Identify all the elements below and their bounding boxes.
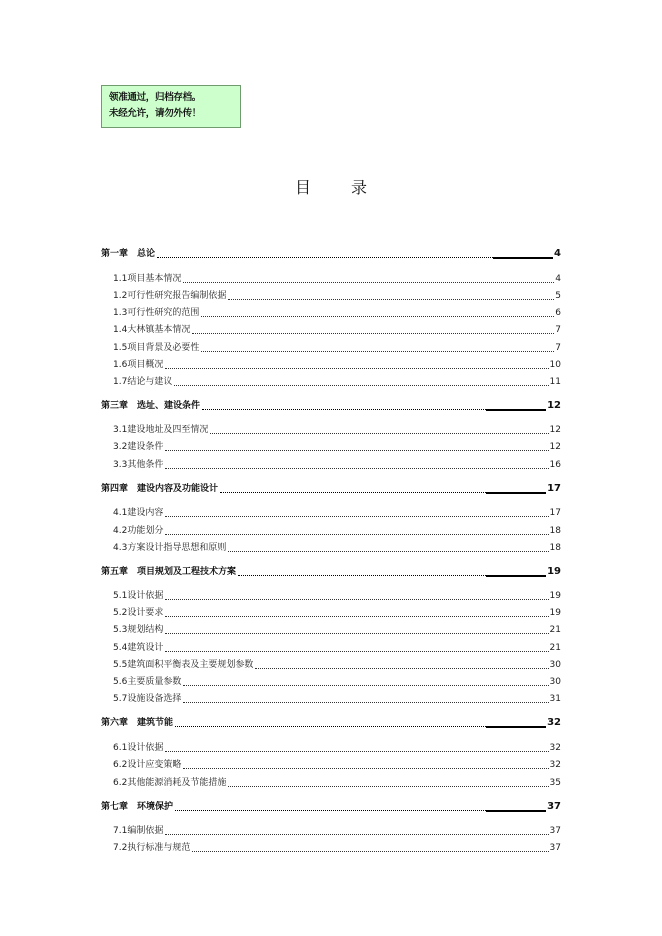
toc-leader-dots (175, 810, 546, 811)
toc-leader-dots (165, 616, 548, 617)
toc-leader-dots (202, 409, 546, 410)
toc-page-number: 31 (549, 694, 561, 704)
toc-entry-label: 1.6项目概况 (113, 360, 164, 370)
toc-leader-dots (165, 516, 548, 517)
toc-page-number: 12 (549, 425, 561, 435)
toc-entry-label: 7.1编制依据 (113, 826, 164, 836)
toc-page-number: 7 (555, 325, 561, 335)
toc-page-number: 37 (547, 801, 561, 812)
toc-leader-dots (228, 299, 554, 300)
toc-leader-dots (238, 575, 546, 576)
toc-section-entry[interactable] (113, 305, 561, 319)
toc-chapter-entry[interactable] (101, 715, 561, 729)
toc-section-entry[interactable] (113, 640, 561, 654)
toc-page-number: 12 (547, 400, 561, 411)
toc-leader-dots (157, 257, 553, 258)
page-title: 目 录 (294, 178, 379, 197)
toc-leader-dots (183, 685, 548, 686)
toc-entry-label: 1.7结论与建议 (113, 377, 173, 387)
toc-page-number: 7 (555, 343, 561, 353)
toc-leader-dots (183, 768, 548, 769)
toc-leader-dots (165, 468, 548, 469)
toc-page-number: 4 (555, 274, 561, 284)
toc-section-entry[interactable] (113, 340, 561, 354)
toc-entry-label: 5.4建筑设计 (113, 643, 164, 653)
toc-section-entry[interactable] (113, 588, 561, 602)
toc-entry-label: 3.2建设条件 (113, 442, 164, 452)
toc-leader-dots (228, 786, 548, 787)
toc-section-entry[interactable] (113, 605, 561, 619)
toc-leader-dots (192, 851, 548, 852)
toc-leader-dots (210, 433, 548, 434)
toc-leader-dots (228, 551, 548, 552)
toc-entry-label: 3.3其他条件 (113, 460, 164, 470)
toc-page-number: 32 (547, 717, 561, 728)
toc-leader-dots (192, 333, 554, 334)
toc-entry-label: 6.1设计依据 (113, 743, 164, 753)
toc-chapter-entry[interactable] (101, 398, 561, 412)
toc-entry-label: 5.7设施设备选择 (113, 694, 182, 704)
toc-leader-dots (165, 834, 548, 835)
toc-page-number: 6 (555, 308, 561, 318)
toc-page-number: 32 (549, 760, 561, 770)
toc-entry-label: 4.1建设内容 (113, 508, 164, 518)
toc-section-entry[interactable] (113, 740, 561, 754)
toc-section-entry[interactable] (113, 657, 561, 671)
toc-page-number: 19 (549, 591, 561, 601)
toc-section-entry[interactable] (113, 523, 561, 537)
toc-entry-label: 第七章 环境保护 (101, 802, 174, 812)
toc-entry-label: 5.3规划结构 (113, 625, 164, 635)
toc-page-number: 37 (549, 826, 561, 836)
toc-entry-label: 4.2功能划分 (113, 526, 164, 536)
toc-entry-label: 5.2设计要求 (113, 608, 164, 618)
toc-page-number: 11 (549, 377, 561, 387)
toc-leader-dots (201, 351, 554, 352)
toc-section-entry[interactable] (113, 505, 561, 519)
toc-entry-label: 第四章 建设内容及功能设计 (101, 484, 219, 494)
toc-section-entry[interactable] (113, 374, 561, 388)
toc-section-entry[interactable] (113, 457, 561, 471)
toc-entry-label: 1.1项目基本情况 (113, 274, 182, 284)
toc-leader-dots (220, 492, 546, 493)
toc-section-entry[interactable] (113, 288, 561, 302)
toc-entry-label: 1.3可行性研究的范围 (113, 308, 200, 318)
toc-page-number: 5 (555, 291, 561, 301)
toc-chapter-entry[interactable] (101, 564, 561, 578)
toc-page-number: 12 (549, 442, 561, 452)
toc-section-entry[interactable] (113, 322, 561, 336)
toc-section-entry[interactable] (113, 439, 561, 453)
toc-entry-label: 6.2设计应变策略 (113, 760, 182, 770)
toc-page-number: 17 (547, 483, 561, 494)
toc-leader-dots (165, 633, 548, 634)
toc-leader-dots (165, 368, 548, 369)
toc-leader-dots (165, 534, 548, 535)
toc-entry-label: 6.2其他能源消耗及节能措施 (113, 778, 227, 788)
toc-leader-dots (165, 651, 548, 652)
toc-section-entry[interactable] (113, 422, 561, 436)
toc-section-entry[interactable] (113, 540, 561, 554)
toc-section-entry[interactable] (113, 357, 561, 371)
toc-chapter-entry[interactable] (101, 481, 561, 495)
toc-section-entry[interactable] (113, 271, 561, 285)
toc-leader-dots (165, 599, 548, 600)
toc-entry-label: 4.3方案设计指导思想和原则 (113, 543, 227, 553)
toc-page-number: 37 (549, 843, 561, 853)
toc-entry-label: 3.1建设地址及四至情况 (113, 425, 209, 435)
toc-leader-dots (255, 668, 548, 669)
toc-entry-label: 1.4大林镇基本情况 (113, 325, 191, 335)
toc-leader-dots (174, 385, 548, 386)
toc-entry-label: 5.5建筑面积平衡表及主要规划参数 (113, 660, 254, 670)
toc-entry-label: 1.2可行性研究报告编制依据 (113, 291, 227, 301)
toc-section-entry[interactable] (113, 622, 561, 636)
toc-entry-label: 1.5项目背景及必要性 (113, 343, 200, 353)
toc-entry-label: 第三章 选址、建设条件 (101, 401, 201, 411)
toc-page-number: 18 (549, 543, 561, 553)
toc-page-number: 4 (554, 248, 561, 259)
toc-section-entry[interactable] (113, 674, 561, 688)
toc-leader-dots (183, 702, 548, 703)
toc-entry-label: 5.1设计依据 (113, 591, 164, 601)
toc-page-number: 10 (549, 360, 561, 370)
toc-page-number: 21 (549, 625, 561, 635)
toc-page-number: 16 (549, 460, 561, 470)
toc-section-entry[interactable] (113, 757, 561, 771)
toc-chapter-entry[interactable] (101, 246, 561, 260)
toc-chapter-entry[interactable] (101, 799, 561, 813)
toc-entry-label: 第六章 建筑节能 (101, 718, 174, 728)
notice-line-1: 领准通过，归档存档。 (109, 92, 202, 103)
toc-entry-label: 7.2执行标准与规范 (113, 843, 191, 853)
toc-page-number: 30 (549, 660, 561, 670)
toc-leader-dots (175, 726, 546, 727)
toc-section-entry[interactable] (113, 840, 561, 854)
toc-section-entry[interactable] (113, 775, 561, 789)
toc-entry-label: 第五章 项目规划及工程技术方案 (101, 567, 237, 577)
toc-page-number: 19 (547, 566, 561, 577)
notice-line-2: 未经允许，请勿外传！ (109, 108, 202, 119)
toc-section-entry[interactable] (113, 691, 561, 705)
toc-page-number: 32 (549, 743, 561, 753)
toc-leader-dots (183, 282, 554, 283)
toc-section-entry[interactable] (113, 823, 561, 837)
toc-entry-label: 5.6主要质量参数 (113, 677, 182, 687)
toc-page-number: 30 (549, 677, 561, 687)
toc-leader-dots (201, 316, 554, 317)
toc-page-number: 18 (549, 526, 561, 536)
toc-page-number: 19 (549, 608, 561, 618)
toc-leader-dots (165, 751, 548, 752)
toc-page-number: 17 (549, 508, 561, 518)
toc-entry-label: 第一章 总论 (101, 249, 156, 259)
toc-leader-dots (165, 450, 548, 451)
toc-page-number: 21 (549, 643, 561, 653)
toc-page-number: 35 (549, 778, 561, 788)
